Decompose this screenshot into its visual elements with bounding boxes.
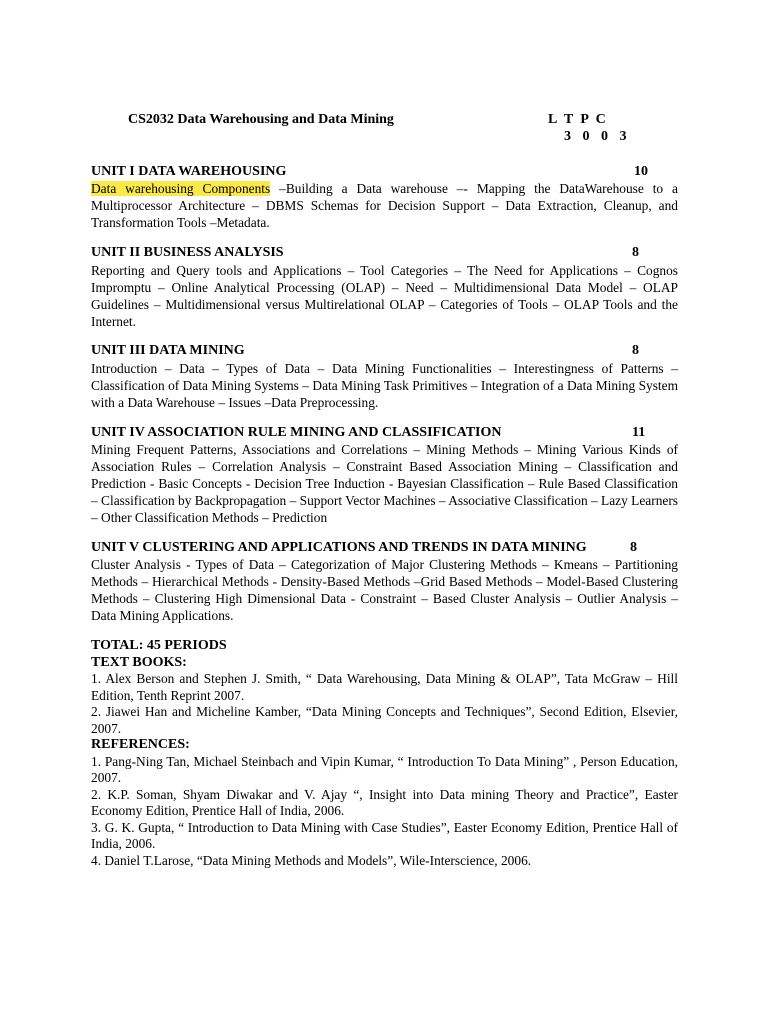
total-periods: TOTAL: 45 PERIODS bbox=[91, 638, 227, 653]
unit-4-periods: 11 bbox=[632, 425, 646, 440]
text-book-item: 1. Alex Berson and Stephen J. Smith, “ Data Warehousing, Data Mining & OLAP”, Tata McGraw – Hill Edition, Tenth Reprint 2007. bbox=[91, 671, 678, 703]
unit-3-title: UNIT III DATA MINING bbox=[91, 343, 245, 358]
unit-2-title: UNIT II BUSINESS ANALYSIS bbox=[91, 245, 284, 260]
unit-3-periods: 8 bbox=[632, 343, 639, 358]
unit-4-title: UNIT IV ASSOCIATION RULE MINING AND CLASSIFICATION bbox=[91, 425, 502, 440]
unit-5-text: Cluster Analysis - Types of Data – Categorization of Major Clustering Methods – Kmeans – Partitioning Methods – Hierarchical Methods - Density-Based Methods –Grid Based Methods – Model-Based Clustering Methods – Clustering High Dimensional Data - Constraint – Based Cluster Analysis – Outlier Analysis – Data Mining Applications. bbox=[91, 557, 678, 623]
reference-item: 2. K.P. Soman, Shyam Diwakar and V. Ajay “, Insight into Data mining Theory and Practice”, Easter Economy Edition, Prentice Hall of India, 2006. bbox=[91, 786, 678, 818]
unit-2-text: Reporting and Query tools and Applications – Tool Categories – The Need for Applications – Cognos Impromptu – Online Analytical Processing (OLAP) – Need – Multidimensional Data Model – OLAP Guidelines – Multidimensional versus Multirelational OLAP – Categories of Tools – OLAP Tools and the Internet. bbox=[91, 263, 678, 329]
unit-5-periods: 8 bbox=[630, 540, 637, 555]
unit-5-title: UNIT V CLUSTERING AND APPLICATIONS AND TRENDS IN DATA MINING bbox=[91, 540, 587, 555]
ltpc-label: L T P C bbox=[548, 112, 608, 127]
books-section bbox=[91, 638, 678, 869]
unit-3-text: Introduction – Data – Types of Data – Data Mining Functionalities – Interestingness of Patterns – Classification of Data Mining Systems – Data Mining Task Primitives – Integration of a Data Mining System with a Data Warehouse – Issues –Data Preprocessing. bbox=[91, 361, 678, 410]
reference-item: 4. Daniel T.Larose, “Data Mining Methods and Models”, Wile-Interscience, 2006. bbox=[91, 852, 532, 868]
highlighted-text: Data warehousing Components bbox=[91, 181, 271, 196]
text-book-item: 2. Jiawei Han and Micheline Kamber, “Data Mining Concepts and Techniques”, Second Edition, Elsevier, 2007. bbox=[91, 704, 678, 736]
reference-item: 1. Pang-Ning Tan, Michael Steinbach and Vipin Kumar, “ Introduction To Data Mining” , Person Education, 2007. bbox=[91, 753, 678, 785]
reference-item: 3. G. K. Gupta, “ Introduction to Data Mining with Case Studies”, Easter Economy Edition, Prentice Hall of India, 2006. bbox=[91, 819, 678, 851]
unit-1-text: –Building a Data warehouse –- Mapping the DataWarehouse to a Multiprocessor Architecture – DBMS Schemas for Decision Support – Data Extraction, Cleanup, and Transformation Tools –Metadata. bbox=[91, 181, 678, 230]
unit-1-body bbox=[91, 180, 678, 231]
unit-1-periods: 10 bbox=[634, 164, 648, 179]
unit-2-periods: 8 bbox=[632, 245, 639, 260]
ltpc-values: 3 0 0 3 bbox=[564, 129, 631, 144]
references-heading: REFERENCES: bbox=[91, 737, 190, 752]
unit-4-text: Mining Frequent Patterns, Associations and Correlations – Mining Methods – Mining Various Kinds of Association Rules – Correlation Analysis – Constraint Based Association Mining – Classification and Prediction - Basic Concepts - Decision Tree Induction - Bayesian Classification – Rule Based Classification – Classification by Backpropagation – Support Vector Machines – Associative Classification – Lazy Learners – Other Classification Methods – Prediction bbox=[91, 442, 678, 525]
course-title: CS2032 Data Warehousing and Data Mining bbox=[128, 112, 394, 127]
text-books-heading: TEXT BOOKS: bbox=[91, 654, 187, 670]
unit-1-title: UNIT I DATA WAREHOUSING bbox=[91, 164, 287, 179]
